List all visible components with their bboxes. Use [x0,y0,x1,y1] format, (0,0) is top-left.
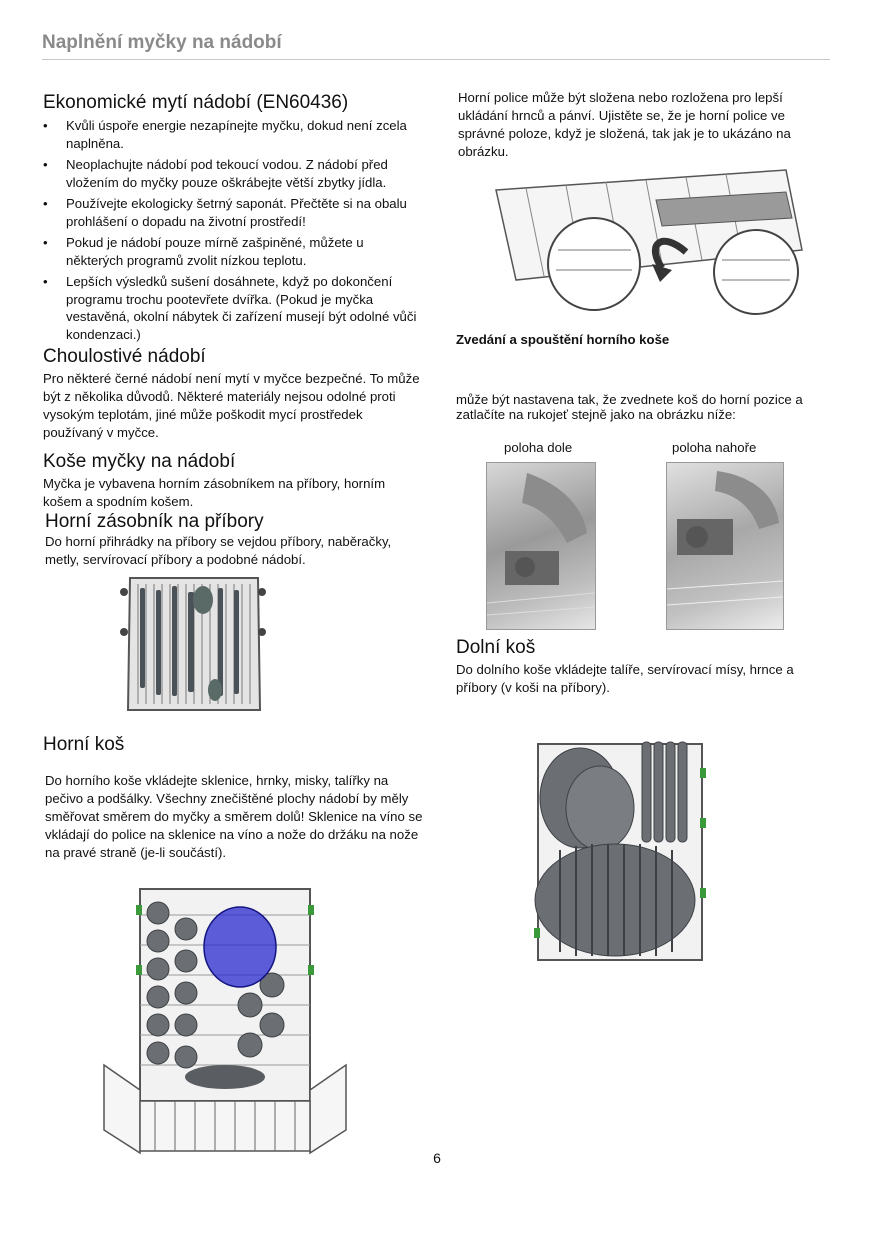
eco-bullet: • Kvůli úspoře energie nezapínejte myčku, dokud není zcela naplněna. [43,117,423,152]
lift-text: může být nastavena tak, že zvednete koš do horní pozice a zatlačíte na rukojeť stejně jako na obrázku níže: [456,392,803,422]
delicate-heading: Choulostivé nádobí [43,346,206,367]
page-title: Naplnění myčky na nádobí [42,32,282,53]
position-down-photo [486,462,596,630]
upper-basket-image [100,885,350,1165]
page-number: 6 [433,1150,441,1166]
baskets-heading: Koše myčky na nádobí [43,451,236,472]
lower-basket-heading: Dolní koš [456,637,536,658]
position-up-photo [666,462,784,630]
eco-bullet: • Používejte ekologicky šetrný saponát. Přečtěte si na obalu prohlášení o dopadu na životní prostředí! [43,195,423,230]
position-down-label: poloha dole [504,440,573,455]
baskets-text: Myčka je vybavena horním zásobníkem na příbory, horním košem a spodním košem. [43,476,386,509]
eco-heading: Ekonomické mytí nádobí (EN60436) [43,92,349,113]
upper-basket-heading: Horní koš [43,734,125,755]
lower-basket-image [530,738,710,968]
position-up-label: poloha nahoře [672,440,757,455]
cutlery-text: Do horní přihrádky na příbory se vejdou příbory, naběračky, metly, servírovací příbory a podobné nádobí. [45,534,392,567]
shelf-fold-image [486,160,812,318]
title-divider [42,59,830,60]
eco-bullet: • Neoplachujte nádobí pod tekoucí vodou. Z nádobí před vložením do myčky pouze oškrábejte větší zbytky jídla. [43,156,423,191]
delicate-text: Pro některé černé nádobí není mytí v myčce bezpečné. To může být z několika důvodů. Některé materiály nejsou odolné proti vysokým teplotám, jiné může poškodit mycí prostředek používaný v myčce. [43,371,420,440]
cutlery-tray-image [118,572,268,717]
eco-bullet: • Lepších výsledků sušení dosáhnete, když po dokončení programu trochu pootevřete dvířka. (Pokud je myčka vestavěná, okolní nábytek či zařízení musejí být odolné vůči kondenzaci.) [43,273,423,343]
eco-bullet: • Pokud je nádobí pouze mírně zašpiněné, můžete u některých programů zvolit nízkou teplotu. [43,234,423,269]
cutlery-heading: Horní zásobník na příbory [45,511,264,532]
lower-basket-text: Do dolního koše vkládejte talíře, servírovací mísy, hrnce a příbory (v koši na příbory). [456,662,794,695]
shelf-text: Horní police může být složena nebo rozložena pro lepší ukládání hrnců a pánví. Ujistěte se, že je horní police ve správné poloze, když je složená, tak jak je to ukázáno na obrázku. [458,90,791,159]
lift-heading: Zvedání a spouštění horního koše [456,332,670,347]
upper-basket-text: Do horního koše vkládejte sklenice, hrnky, misky, talířky na pečivo a podšálky. Všechny znečištěné plochy nádobí by měly směřovat směrem do myčky a směrem dolů! Sklenice na víno se vkládají do police na sklenice na víno a nože do držáku na nože na pravé straně (je-li součástí). [45,773,423,860]
eco-bullet-list [43,117,423,347]
